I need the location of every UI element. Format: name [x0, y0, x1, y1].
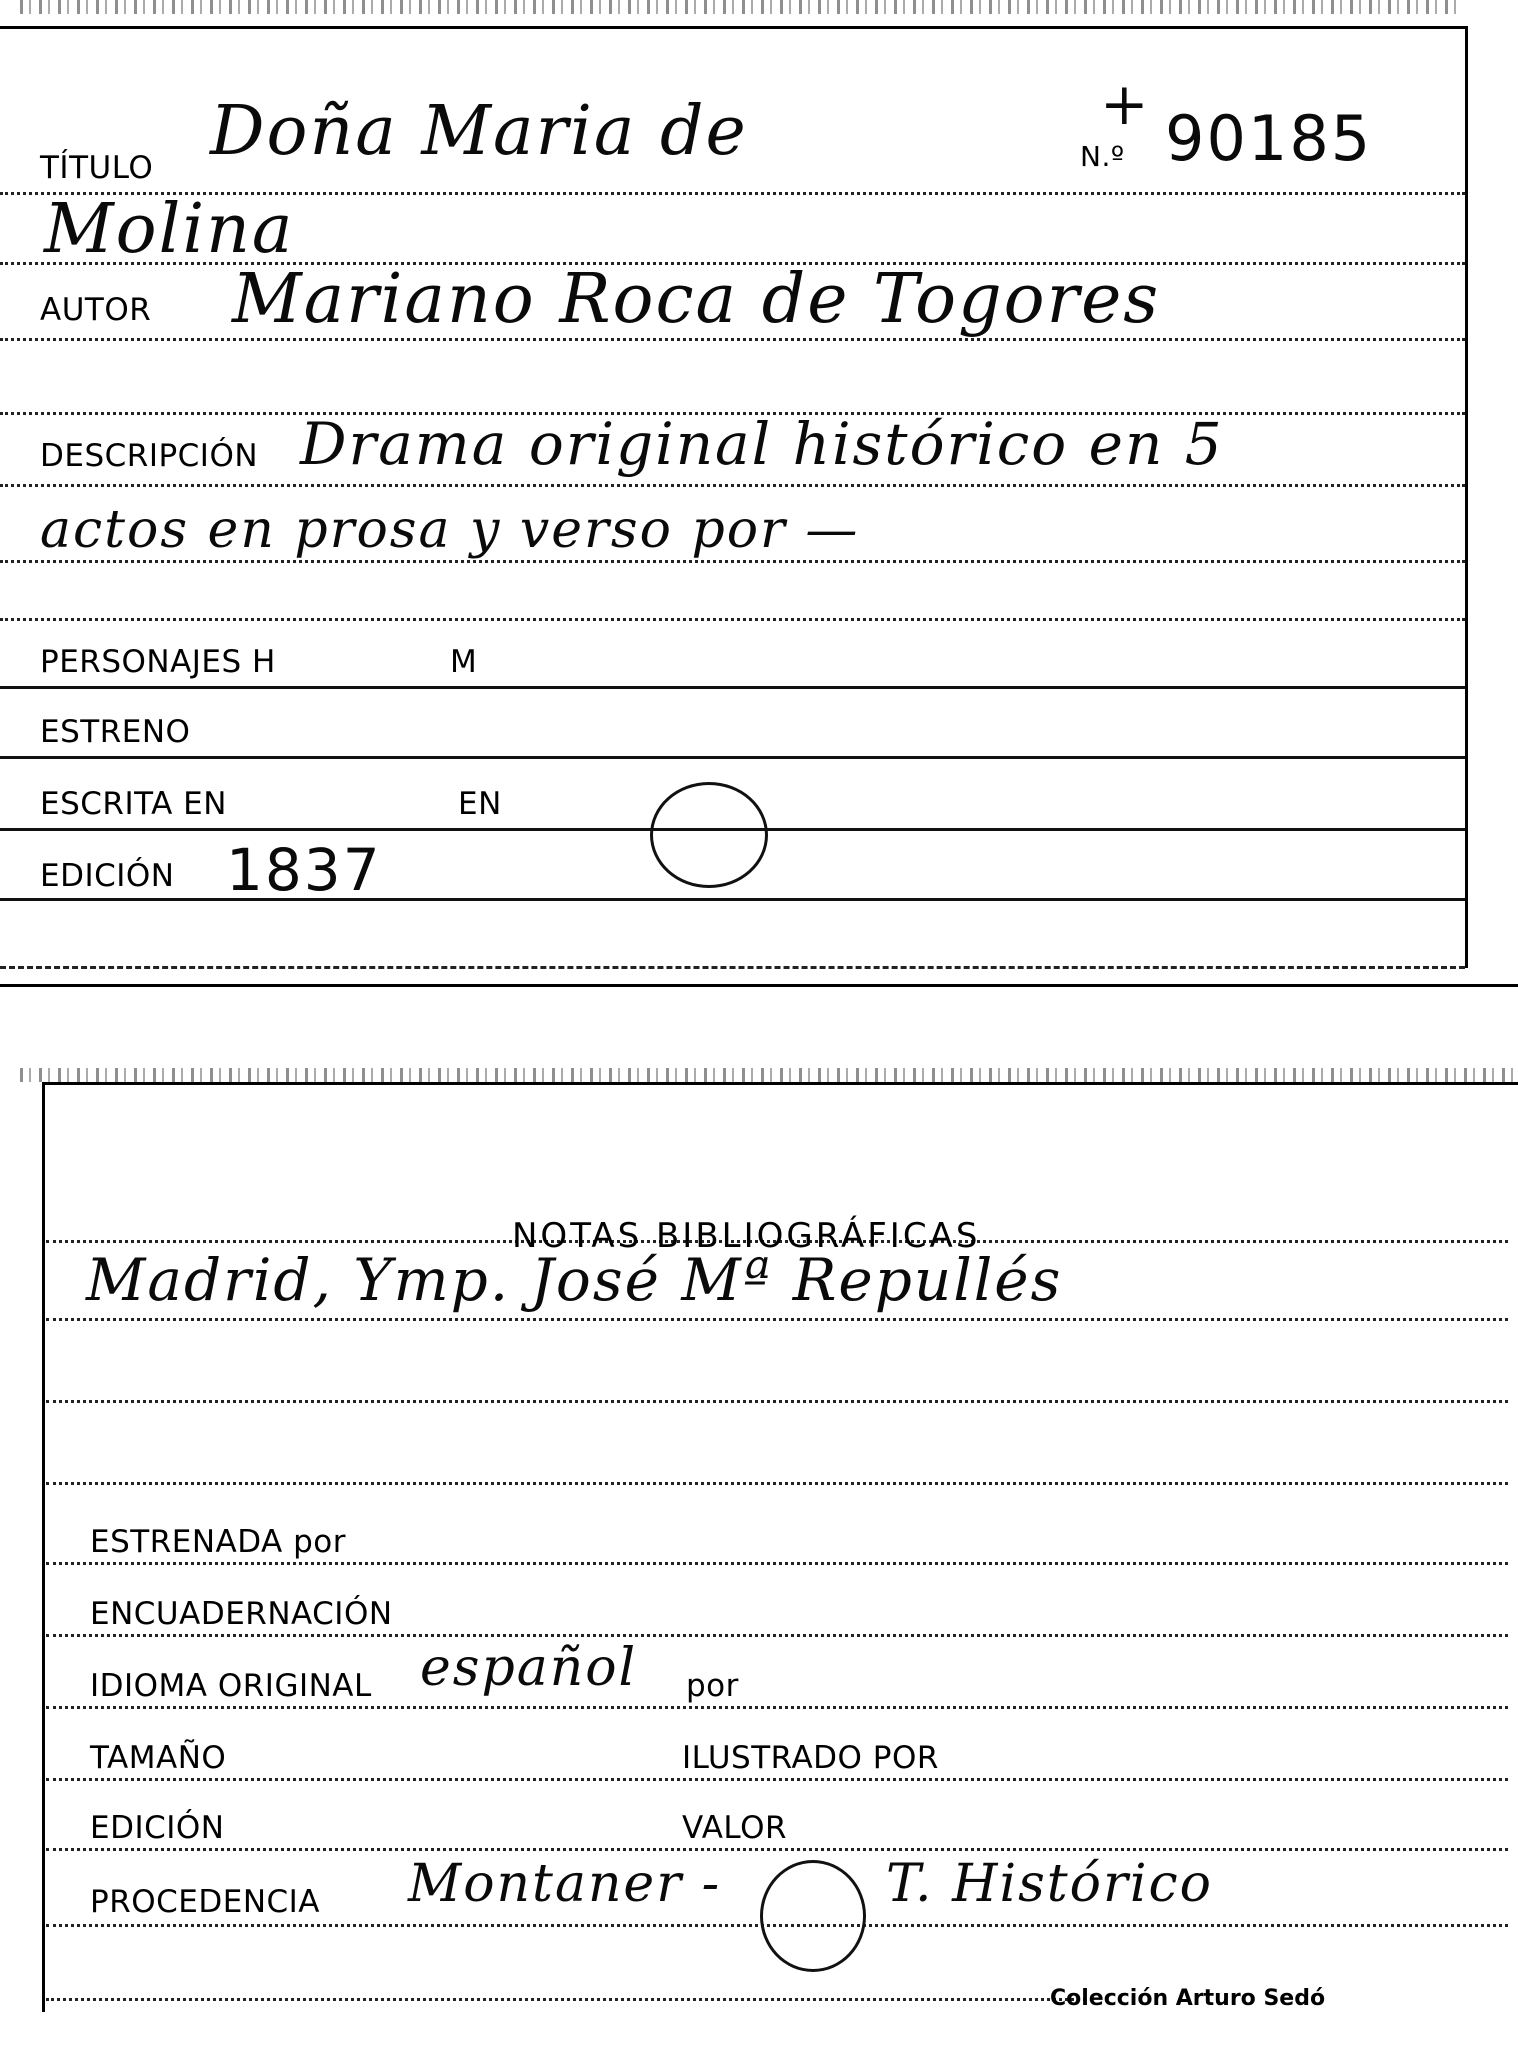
- rule-blank-1: [46, 1400, 1508, 1403]
- titulo-label: TÍTULO: [40, 150, 154, 186]
- card-separator: [0, 984, 1518, 987]
- rule-bottom: [0, 966, 1465, 969]
- notas-value: Madrid, Ymp. José Mª Repullés: [86, 1246, 1063, 1314]
- rule-blank-2: [0, 618, 1465, 621]
- edicion-back-label: EDICIÓN: [90, 1810, 225, 1846]
- descripcion-value-1: Drama original histórico en 5: [300, 410, 1224, 478]
- catalog-card-back: [0, 1068, 1518, 2056]
- circular-stamp-back: [760, 1860, 866, 1972]
- card-top-border: [0, 26, 1468, 29]
- procedencia-label: PROCEDENCIA: [90, 1884, 321, 1920]
- card-right-border: [1465, 26, 1468, 968]
- numero-mark: +: [1100, 70, 1151, 138]
- personajes-label: PERSONAJES H: [40, 644, 276, 680]
- card-top-border: [42, 1082, 1518, 1085]
- estrenada-label: ESTRENADA por: [90, 1524, 346, 1560]
- estreno-label: ESTRENO: [40, 714, 191, 750]
- rule-tamano: [46, 1778, 1508, 1781]
- edicion-label: EDICIÓN: [40, 858, 175, 894]
- rule-descripcion: [0, 484, 1465, 487]
- descripcion-value-2: actos en prosa y verso por —: [40, 500, 860, 560]
- rule-blank-2: [46, 1482, 1508, 1485]
- card-left-border: [42, 1082, 45, 2012]
- scan-noise-top: [20, 0, 1460, 14]
- escrita-en-label: EN: [458, 786, 502, 822]
- autor-label: AUTOR: [40, 292, 152, 328]
- autor-value: Mariano Roca de Togores: [232, 260, 1161, 339]
- catalog-card-front: [0, 0, 1518, 990]
- descripcion-label: DESCRIPCIÓN: [40, 438, 259, 474]
- notas-heading: NOTAS BIBLIOGRÁFICAS: [512, 1216, 981, 1256]
- rule-encuadernacion: [46, 1634, 1508, 1637]
- titulo-value: Doña Maria de: [210, 92, 748, 171]
- rule-edicion: [0, 898, 1465, 901]
- edicion-value: 1837: [226, 836, 382, 904]
- ilustrado-label: ILUSTRADO POR: [682, 1740, 939, 1776]
- rule-estreno: [0, 756, 1465, 759]
- rule-estrenada: [46, 1562, 1508, 1565]
- tamano-label: TAMAÑO: [90, 1740, 227, 1776]
- titulo-continuation: Molina: [44, 190, 295, 269]
- numero-label: N.º: [1080, 140, 1125, 173]
- escrita-label: ESCRITA EN: [40, 786, 227, 822]
- rule-notas-value: [46, 1318, 1508, 1321]
- collection-credit: Colección Arturo Sedó: [1050, 1986, 1326, 2011]
- idioma-label: IDIOMA ORIGINAL: [90, 1668, 372, 1704]
- procedencia-value-1: Montaner -: [408, 1854, 722, 1914]
- encuadernacion-label: ENCUADERNACIÓN: [90, 1596, 393, 1632]
- valor-label: VALOR: [682, 1810, 788, 1846]
- personajes-m-label: M: [450, 644, 478, 680]
- idioma-value: español: [420, 1638, 638, 1698]
- numero-value: 90185: [1165, 102, 1373, 175]
- rule-edicion: [46, 1848, 1508, 1851]
- rule-personajes: [0, 686, 1465, 689]
- idioma-por-label: por: [686, 1668, 739, 1704]
- procedencia-value-2: T. Histórico: [886, 1854, 1213, 1914]
- rule-bottom: [46, 1998, 1086, 2001]
- scan-noise-top: [20, 1068, 1518, 1082]
- circular-stamp-front: [650, 782, 768, 888]
- rule-descripcion-cont: [0, 560, 1465, 563]
- rule-idioma: [46, 1706, 1508, 1709]
